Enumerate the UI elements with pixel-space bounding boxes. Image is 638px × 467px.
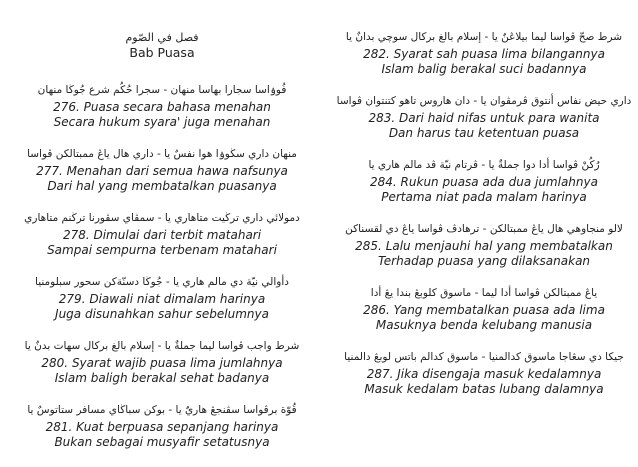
heading-arabic: فصل في الصّوم [125, 31, 199, 44]
verse-arabic: رُكُنْ ڤواسا أدا دوا جملةٌ يا - ڤرتام نيّة ڤد مالم هاري يا [368, 159, 600, 171]
verse-line-2: Terhadap puasa yang dilaksanakan [377, 254, 591, 268]
verse-number: 282 . [363, 47, 394, 61]
verse-line-2: Islam balig berakal suci badannya [381, 62, 587, 76]
verse-block [334, 30, 634, 77]
verse-line-1: Dari haid nifas untuk para wanita [399, 111, 600, 125]
verse-arabic: شرط صحّ ڤواسا ليما بيلاڠنٌ يا - إسلام بالغ بركال سوچي بدانٌ يا [345, 31, 623, 43]
verse-number: 283 . [368, 111, 399, 125]
verse-line-2: Dan harus tau ketentuan puasa [388, 126, 580, 140]
verse-line-2: Juga disunahkan sahur sebelumnya [55, 307, 269, 321]
verse-number: 281 . [46, 420, 77, 434]
right-column [334, 30, 634, 414]
verse-line-1: Dimulai dari terbit matahari [93, 228, 262, 242]
verse-number: 276 . [53, 100, 84, 114]
verse-number: 279 . [59, 292, 90, 306]
verse-arabic: لالو منجاوهي هال ياڠ ممبتالكن - ترهادڤ ڤواسا ياڠ دي لقسناكن [345, 223, 623, 235]
verse-block [12, 147, 312, 194]
verse-block [334, 350, 634, 397]
verse-line-1: Diawali niat dimalam harinya [89, 292, 266, 306]
verse-arabic: منهان داري سڬوۏا هوا نفسٌ يا - داري هال ياڠ ممبتالكن ڤواسا [27, 148, 297, 160]
verse-arabic: داري حيض نفاس أنتوق ڤرمڤوان يا - دان هاروس تاهو كتنتوان ڤواسا [336, 95, 632, 107]
verse-arabic: دأوالي نيّة دي مالم هاري يا - جُوڬا دسنّةكن سحور سبلومنيا [35, 276, 289, 288]
verse-number: 284 . [370, 175, 401, 189]
verse-number: 278 . [63, 228, 94, 242]
verse-line-1: Kuat berpuasa sepanjang harinya [76, 420, 279, 434]
verse-arabic: ياڠ ممبتالكن ڤواسا أدا ليما - ماسوق كلوبڠ بندا يڠ أدا [370, 287, 598, 299]
verse-block [12, 83, 312, 130]
verse-arabic: جيكا دي سڠاجا ماسوق كدالمنيا - ماسوق كدالم باتس لوبڠ دالمنيا [344, 351, 624, 363]
verse-line-2: Islam baligh berakal sehat badanya [54, 371, 270, 385]
verse-number: 287 . [367, 367, 398, 381]
section-heading [12, 30, 312, 61]
verse-line-1: Syarat sah puasa lima bilangannya [393, 47, 605, 61]
verse-line-1: Jika disengaja masuk kedalamnya [397, 367, 602, 381]
left-column [12, 30, 312, 467]
verse-arabic: قُوّة برڤواسا سڤنجڠ هاريٌ يا - بوكن سباڬاي مسافر ستاتوسٌ يا [27, 404, 297, 416]
verse-block [334, 94, 634, 141]
verse-line-1: Rukun puasa ada dua jumlahnya [400, 175, 598, 189]
verse-line-2: Secara hukum syara' juga menahan [53, 115, 271, 129]
verse-line-2: Masuk kedalam batas lubang dalamnya [364, 382, 604, 396]
verse-block [12, 339, 312, 386]
verse-line-2: Masuknya benda kelubang manusia [375, 318, 593, 332]
verse-arabic: فُوۏاسا سجارا بهاسا منهان - سجرا حُكُم شرع جُوڬا منهان [37, 84, 287, 96]
verse-number: 285 . [355, 239, 386, 253]
verse-block [12, 275, 312, 322]
verse-line-1: Puasa secara bahasa menahan [83, 100, 271, 114]
verse-line-2: Dari hal yang membatalkan puasanya [47, 179, 277, 193]
verse-line-1: Lalu menjauhi hal yang membatalkan [385, 239, 613, 253]
verse-block [334, 158, 634, 205]
verse-block [12, 403, 312, 450]
verse-line-1: Yang membatalkan puasa ada lima [393, 303, 605, 317]
verse-block [12, 211, 312, 258]
verse-arabic: دمولائي داري ترڬيت متاهاري يا - سمڤاي سڤورنا ترڬنم متاهاري [24, 212, 300, 224]
verse-block [334, 286, 634, 333]
verse-number: 277 . [36, 164, 67, 178]
verse-line-2: Sampai sempurna terbenam matahari [47, 243, 277, 257]
verse-line-2: Pertama niat pada malam harinya [381, 190, 587, 204]
verse-line-1: Syarat wajib puasa lima jumlahnya [71, 356, 283, 370]
verse-line-1: Menahan dari semua hawa nafsunya [66, 164, 288, 178]
verse-number: 280 . [41, 356, 72, 370]
verse-line-2: Bukan sebagai musyafir setatusnya [54, 435, 270, 449]
heading-latin: Bab Puasa [129, 45, 195, 60]
verse-arabic: شرط واجب ڤواسا ليما جملةٌ يا - إسلام بالغ بركال سهات بدنٌ يا [24, 340, 300, 352]
verse-block [334, 222, 634, 269]
verse-number: 286 . [363, 303, 394, 317]
